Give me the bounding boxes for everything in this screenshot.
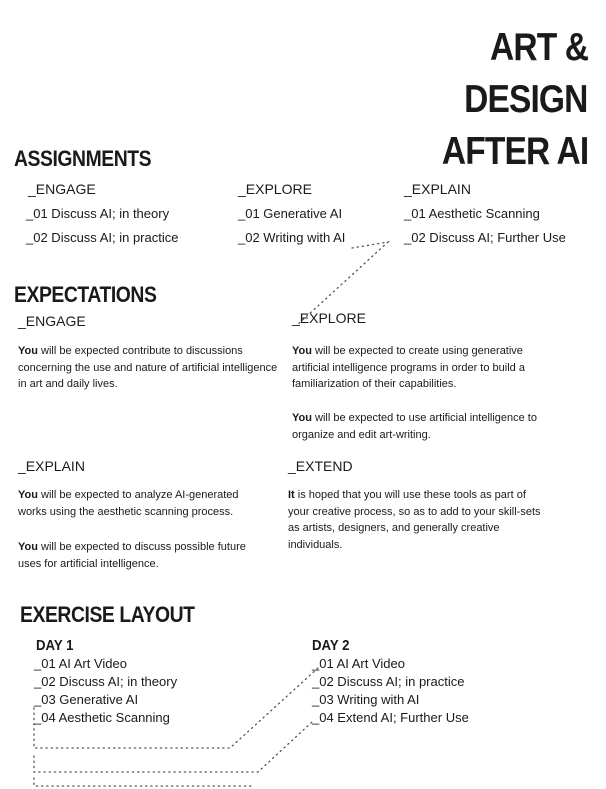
- day2-label: DAY 2: [312, 637, 350, 654]
- assignments-explain-item-1: _01 Aesthetic Scanning: [404, 206, 540, 221]
- assignments-engage-label: _ENGAGE: [28, 181, 96, 197]
- assignments-explain-label: _EXPLAIN: [404, 181, 471, 197]
- explore-text-1: will be expected to create using generative artificial intelligence programs in order to build a familiarization of their capabilities.: [292, 345, 525, 390]
- explore-text-2: will be expected to use artificial intelligence to organize and edit art-writing.: [292, 412, 537, 441]
- expectations-explore-label: _EXPLORE: [292, 310, 366, 326]
- explain-text-1: will be expected to analyze AI-generated works using the aesthetic scanning process.: [18, 489, 239, 518]
- assignments-heading: ASSIGNMENTS: [14, 146, 152, 171]
- assignments-explore-item-1: _01 Generative AI: [238, 206, 343, 221]
- dotted-line-day2: [34, 722, 312, 772]
- day2-item-4: _04 Extend AI; Further Use: [312, 710, 469, 725]
- explain-lead-word-2: You: [18, 541, 38, 553]
- expectations-extend-label: _EXTEND: [288, 458, 353, 474]
- expectations-explain-paragraph-1: [18, 487, 268, 520]
- day1-item-3: _03 Generative AI: [34, 692, 139, 707]
- exercise-heading: EXERCISE LAYOUT: [20, 602, 195, 627]
- expectations-heading: EXPECTATIONS: [14, 282, 157, 307]
- engage-lead-word: You: [18, 345, 38, 357]
- day2-item-2: _02 Discuss AI; in practice: [312, 674, 465, 689]
- day1-item-4: _04 Aesthetic Scanning: [34, 710, 170, 725]
- day1-item-1: _01 AI Art Video: [34, 656, 127, 671]
- expectations-explore-paragraph-2: [292, 410, 558, 443]
- expectations-explain-label: _EXPLAIN: [18, 458, 85, 474]
- title-line-2: DESIGN: [464, 78, 588, 121]
- expectations-explore-paragraph-1: [292, 343, 558, 393]
- assignments-explore-item-2: _02 Writing with AI: [238, 230, 346, 245]
- assignments-engage-item-2: _02 Discuss AI; in practice: [26, 230, 179, 245]
- explore-lead-word-1: You: [292, 345, 312, 357]
- assignments-engage-item-1: _01 Discuss AI; in theory: [26, 206, 170, 221]
- day1-label: DAY 1: [36, 637, 74, 654]
- extend-text: is hoped that you will use these tools as part of your creative process, so as to add to your skill-sets as artists, designers, and generally creative individuals.: [288, 489, 541, 551]
- engage-text: will be expected contribute to discussions concerning the use and nature of artificial intelligence in art and daily lives.: [18, 345, 278, 390]
- expectations-engage-label: _ENGAGE: [18, 313, 86, 329]
- explore-lead-word-2: You: [292, 412, 312, 424]
- assignments-explain-item-2: _02 Discuss AI; Further Use: [404, 230, 566, 245]
- explain-text-2: will be expected to discuss possible future uses for artificial intelligence.: [18, 541, 246, 570]
- dotted-line-bottom: [34, 778, 252, 786]
- title-line-3: AFTER AI: [441, 130, 588, 173]
- explain-lead-word-1: You: [18, 489, 38, 501]
- extend-lead-word: It: [288, 489, 295, 501]
- expectations-engage-paragraph: [18, 343, 280, 393]
- title-line-1: ART &: [489, 26, 588, 69]
- day2-item-1: _01 AI Art Video: [312, 656, 405, 671]
- day2-item-3: _03 Writing with AI: [312, 692, 420, 707]
- expectations-explain-paragraph-2: [18, 539, 268, 572]
- day1-item-2: _02 Discuss AI; in theory: [34, 674, 178, 689]
- assignments-explore-label: _EXPLORE: [238, 181, 312, 197]
- expectations-extend-paragraph: [288, 487, 550, 553]
